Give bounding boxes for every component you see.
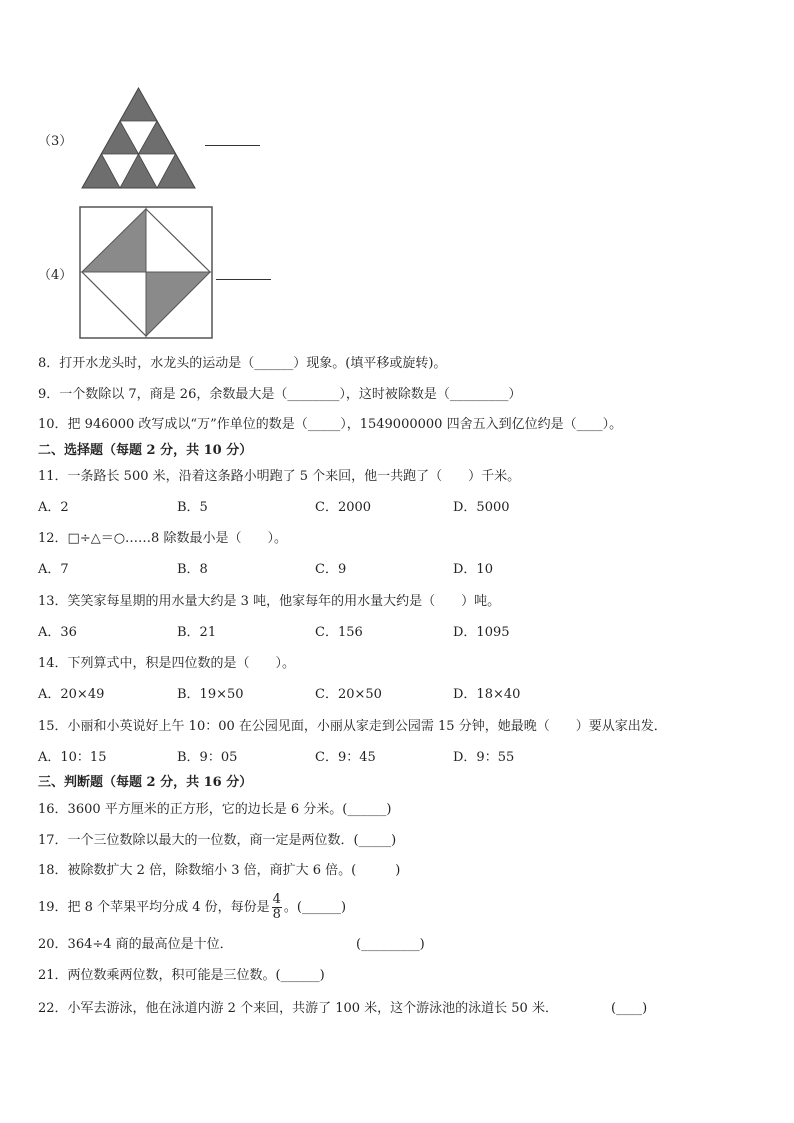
question-21: 21．两位数乘两位数，积可能是三位数。(______) (38, 968, 325, 983)
question-22-blank[interactable]: (____) (611, 1001, 648, 1016)
figure-4-blank[interactable] (216, 279, 271, 280)
fraction-denominator: 8 (272, 907, 281, 922)
question-9: 9．一个数除以 7，商是 26，余数最大是（________），这时被除数是（_________） (38, 387, 522, 402)
q11-option-a[interactable]: A．2 (38, 500, 69, 515)
question-19-blank: 。(______) (283, 900, 347, 915)
question-19 (38, 890, 346, 926)
q11-option-c[interactable]: C．2000 (315, 500, 372, 515)
q13-option-c[interactable]: C．156 (315, 625, 363, 640)
q15-option-d[interactable]: D．9：55 (453, 750, 515, 765)
section-judgment-heading: 三、判断题（每题 2 分，共 16 分） (38, 775, 253, 790)
triangle-figure (80, 86, 197, 190)
q13-option-a[interactable]: A．36 (38, 625, 77, 640)
question-16: 16．3600 平方厘米的正方形，它的边长是 6 分米。(______) (38, 802, 392, 817)
question-17: 17．一个三位数除以最大的一位数，商一定是两位数．(_____) (38, 833, 397, 848)
q12-option-c[interactable]: C．9 (315, 562, 347, 577)
q12-option-b[interactable]: B．8 (177, 562, 208, 577)
q14-option-d[interactable]: D．18×40 (453, 687, 521, 702)
question-13: 13．笑笑家每星期的用水量大约是 3 吨，他家每年的用水量大约是（ ）吨。 (38, 594, 501, 609)
square-diamond-figure (78, 205, 214, 340)
question-12: 12．□÷△＝○……8 除数最小是（ ）。 (38, 531, 287, 546)
fraction-numerator: 4 (272, 892, 281, 907)
q11-option-d[interactable]: D．5000 (453, 500, 510, 515)
question-22: 22．小军去游泳，他在泳道内游 2 个来回，共游了 100 米，这个游泳池的泳道长 50 米． (38, 1001, 558, 1016)
q14-option-b[interactable]: B．19×50 (177, 687, 244, 702)
q12-option-a[interactable]: A．7 (38, 562, 69, 577)
question-15: 15．小丽和小英说好上午 10：00 在公园见面，小丽从家走到公园需 15 分钟，她最晚（ ）要从家出发． (38, 719, 667, 734)
q13-option-d[interactable]: D．1095 (453, 625, 510, 640)
figure-3-label: （3） (38, 134, 73, 149)
section-choice-heading: 二、选择题（每题 2 分，共 10 分） (38, 443, 253, 458)
q13-option-b[interactable]: B．21 (177, 625, 217, 640)
q15-option-a[interactable]: A．10：15 (38, 750, 107, 765)
question-8: 8．打开水龙头时，水龙头的运动是（______）现象。(填平移或旋转)。 (38, 356, 447, 371)
question-20-blank[interactable]: (_________) (356, 937, 425, 952)
question-18: 18．被除数扩大 2 倍，除数缩小 3 倍，商扩大 6 倍。( ) (38, 863, 401, 878)
q14-option-a[interactable]: A．20×49 (38, 687, 105, 702)
question-10: 10．把 946000 改写成以“万”作单位的数是（_____），1549000000 四舍五入到亿位约是（____）。 (38, 417, 623, 432)
fraction (272, 893, 282, 922)
question-20: 20．364÷4 商的最高位是十位． (38, 937, 233, 952)
q14-option-c[interactable]: C．20×50 (315, 687, 382, 702)
q11-option-b[interactable]: B．5 (177, 500, 208, 515)
question-14: 14．下列算式中，积是四位数的是（ ）。 (38, 656, 296, 671)
q15-option-b[interactable]: B．9：05 (177, 750, 238, 765)
q12-option-d[interactable]: D．10 (453, 562, 493, 577)
question-11: 11．一条路长 500 米，沿着这条路小明跑了 5 个来回，他一共跑了（ ）千米。 (38, 469, 521, 484)
question-19-text: 19．把 8 个苹果平均分成 4 份，每份是 (38, 900, 270, 915)
figure-3-blank[interactable] (205, 145, 260, 146)
q15-option-c[interactable]: C．9：45 (315, 750, 376, 765)
figure-4-label: （4） (38, 268, 73, 283)
